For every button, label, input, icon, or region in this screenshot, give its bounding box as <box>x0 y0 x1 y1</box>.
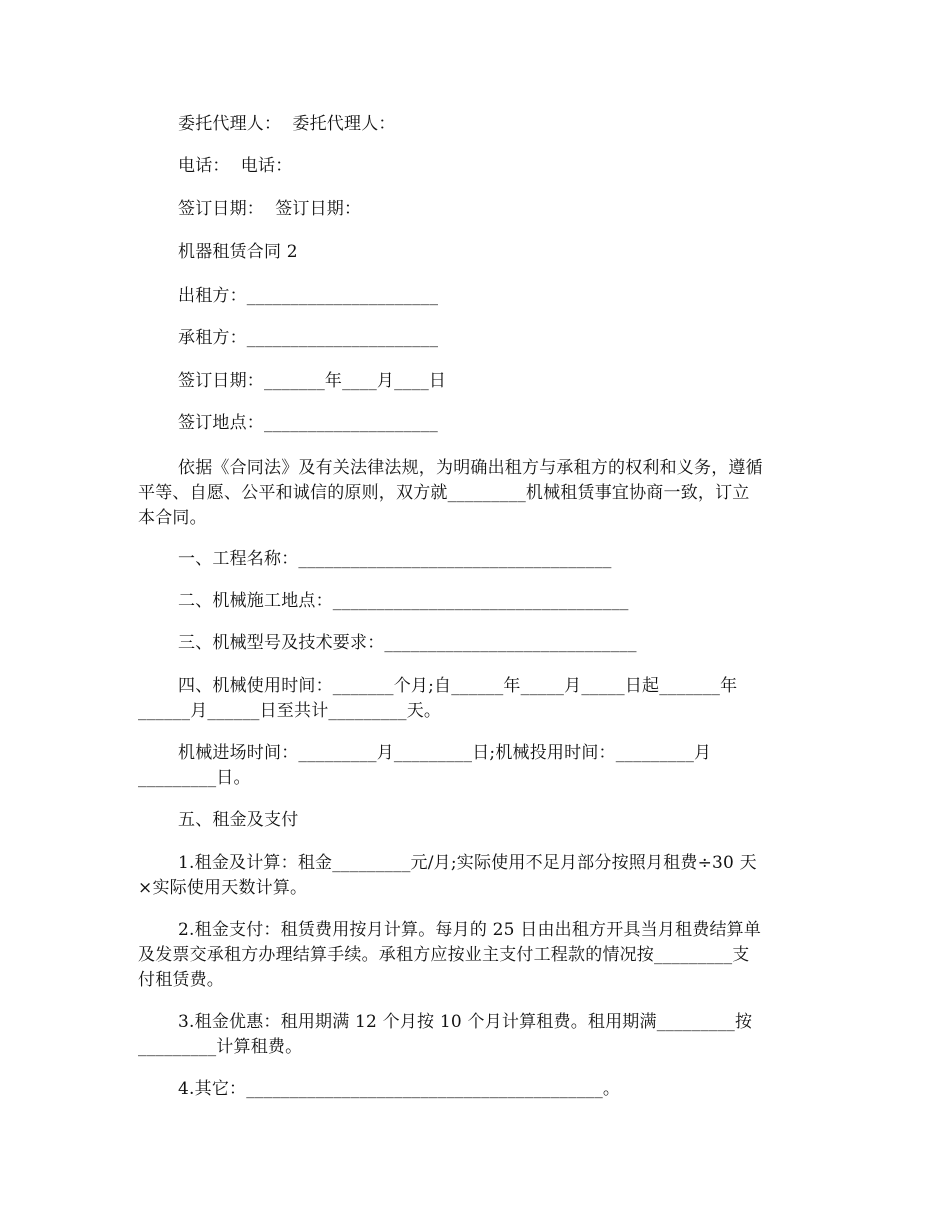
rent-discount-line-2: _________计算租费。 <box>138 1037 303 1057</box>
phone-line: 电话： 电话： <box>178 156 293 176</box>
rent-payment-line-3: 付租赁费。 <box>138 970 224 990</box>
lessor-line: 出租方：______________________ <box>178 286 439 306</box>
contract-title: 机器租赁合同 2 <box>178 242 298 262</box>
model-line: 三、机械型号及技术要求：_____________________________ <box>178 633 637 653</box>
sign-place-line: 签订地点：____________________ <box>178 413 438 433</box>
sign-date-blank-line: 签订日期：_______年____月____日 <box>178 371 447 391</box>
usage-time-line-2: ______月______日至共计_________天。 <box>138 701 442 721</box>
preamble-line-1: 依据《合同法》及有关法律法规，为明确出租方与承租方的权利和义务，遵循 <box>178 458 763 478</box>
preamble-line-2: 平等、自愿、公平和诚信的原则，双方就_________机械租赁事宜协商一致，订立 <box>138 483 750 503</box>
rent-calc-line-2: ×实际使用天数计算。 <box>138 878 308 898</box>
entry-time-line-1: 机械进场时间：_________月_________日;机械投用时间：_________月 <box>178 743 712 763</box>
rent-discount-line-1: 3.租金优惠：租用期满 12 个月按 10 个月计算租费。租用期满_________按 <box>178 1012 753 1032</box>
rent-heading: 五、租金及支付 <box>178 810 299 830</box>
preamble-line-3: 本合同。 <box>138 508 207 528</box>
entry-time-line-2: _________日。 <box>138 768 251 788</box>
rent-payment-line-1: 2.租金支付：租赁费用按月计算。每月的 25 日由出租方开具当月租费结算单 <box>178 920 762 940</box>
lessee-line: 承租方：______________________ <box>178 328 439 348</box>
rent-calc-line-1: 1.租金及计算：租金_________元/月;实际使用不足月部分按照月租费÷30 天 <box>178 853 757 873</box>
project-name-line: 一、工程名称：____________________________________ <box>178 549 612 569</box>
site-line: 二、机械施工地点：__________________________________ <box>178 591 629 611</box>
agent-line: 委托代理人： 委托代理人： <box>178 114 396 134</box>
rent-payment-line-2: 及发票交承租方办理结算手续。承租方应按业主支付工程款的情况按_________支 <box>138 945 750 965</box>
usage-time-line-1: 四、机械使用时间：_______个月;自______年_____月_____日起_______年 <box>178 676 738 696</box>
other-line: 4.其它：_________________________________________。 <box>178 1079 621 1099</box>
sign-date-line: 签订日期： 签订日期： <box>178 199 362 219</box>
